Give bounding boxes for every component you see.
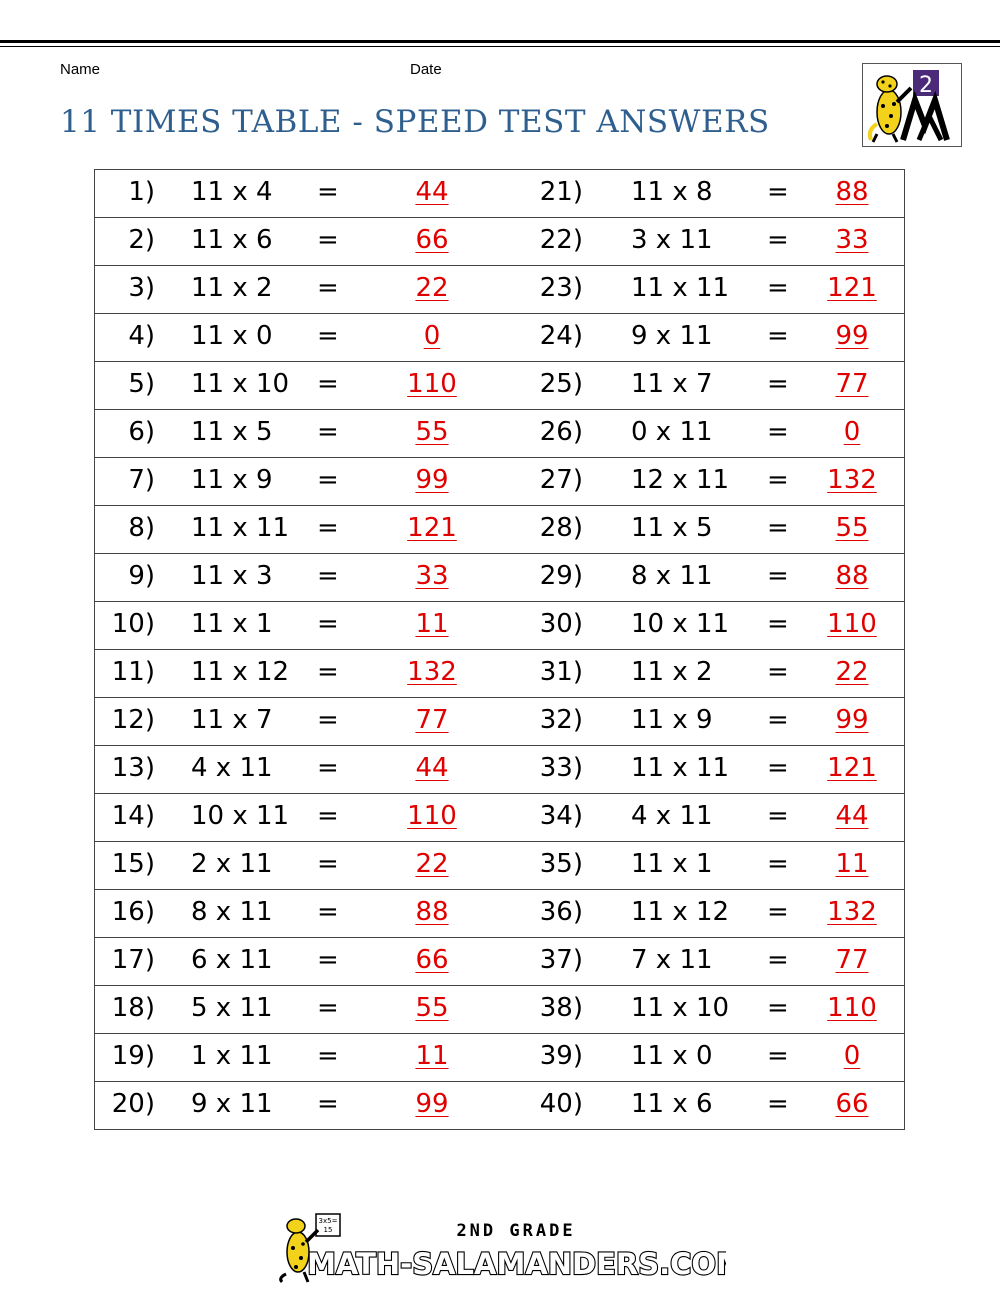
problem-question: 11 x 9 <box>631 705 713 735</box>
problem-number: 20) <box>111 1089 155 1119</box>
problem-number: 18) <box>111 993 155 1023</box>
problem-question: 11 x 5 <box>631 513 713 543</box>
footer-grade-text: 2ND GRADE <box>456 1221 576 1241</box>
problem-answer: 66 <box>415 225 449 255</box>
equals-sign: = <box>317 177 339 207</box>
problem-answer: 132 <box>407 657 457 687</box>
problem-answer: 55 <box>415 417 449 447</box>
table-row <box>95 602 904 650</box>
equals-sign: = <box>317 609 339 639</box>
problem-number: 23) <box>539 273 583 303</box>
problem-number: 25) <box>539 369 583 399</box>
problem-answer: 66 <box>835 1089 869 1119</box>
problem-answer: 77 <box>835 945 869 975</box>
sign-text-bottom: 15 <box>323 1226 333 1234</box>
problem-answer: 99 <box>415 465 449 495</box>
problem-number: 36) <box>539 897 583 927</box>
problem-answer: 110 <box>827 993 877 1023</box>
table-row <box>95 890 904 938</box>
problem-number: 13) <box>111 753 155 783</box>
problem-question: 11 x 6 <box>631 1089 713 1119</box>
problem-question: 11 x 0 <box>631 1041 713 1071</box>
problem-answer: 33 <box>415 561 449 591</box>
problem-question: 11 x 7 <box>631 369 713 399</box>
equals-sign: = <box>317 657 339 687</box>
problem-question: 0 x 11 <box>631 417 713 447</box>
table-row <box>95 266 904 314</box>
problem-question: 4 x 11 <box>191 753 273 783</box>
equals-sign: = <box>767 369 789 399</box>
problem-answer: 121 <box>827 753 877 783</box>
problem-answer: 55 <box>415 993 449 1023</box>
problem-number: 12) <box>111 705 155 735</box>
problem-question: 11 x 6 <box>191 225 273 255</box>
salamander-logo-icon <box>862 63 962 147</box>
table-row <box>95 410 904 458</box>
problem-number: 6) <box>128 417 155 447</box>
problem-number: 10) <box>111 609 155 639</box>
problem-number: 11) <box>111 657 155 687</box>
equals-sign: = <box>767 1041 789 1071</box>
problem-answer: 121 <box>407 513 457 543</box>
problem-question: 11 x 11 <box>191 513 290 543</box>
table-row <box>95 938 904 986</box>
problem-question: 7 x 11 <box>631 945 713 975</box>
problem-number: 28) <box>539 513 583 543</box>
footer-site-text: MATH-SALAMANDERS.COM <box>307 1247 726 1281</box>
problem-number: 35) <box>539 849 583 879</box>
equals-sign: = <box>767 561 789 591</box>
footer-logo <box>276 1212 726 1284</box>
name-label: Name <box>60 61 101 78</box>
table-row <box>95 842 904 890</box>
problem-answer: 11 <box>415 1041 449 1071</box>
problem-number: 27) <box>539 465 583 495</box>
problem-question: 11 x 4 <box>191 177 273 207</box>
problem-question: 11 x 10 <box>191 369 290 399</box>
problem-number: 8) <box>128 513 155 543</box>
equals-sign: = <box>317 705 339 735</box>
problem-answer: 22 <box>415 273 449 303</box>
problem-question: 12 x 11 <box>631 465 730 495</box>
problem-question: 11 x 10 <box>631 993 730 1023</box>
equals-sign: = <box>767 801 789 831</box>
equals-sign: = <box>317 993 339 1023</box>
problem-answer: 132 <box>827 465 877 495</box>
problem-question: 11 x 2 <box>191 273 273 303</box>
problem-answer: 0 <box>843 417 861 447</box>
problem-answer: 99 <box>415 1089 449 1119</box>
page-title: 11 TIMES TABLE - SPEED TEST ANSWERS <box>60 104 770 140</box>
problem-question: 11 x 12 <box>631 897 730 927</box>
problem-number: 15) <box>111 849 155 879</box>
problem-number: 2) <box>128 225 155 255</box>
table-row <box>95 506 904 554</box>
problem-number: 16) <box>111 897 155 927</box>
problem-number: 3) <box>128 273 155 303</box>
problem-question: 11 x 2 <box>631 657 713 687</box>
sign-text-top: 3x5= <box>318 1217 338 1225</box>
equals-sign: = <box>317 849 339 879</box>
table-row <box>95 218 904 266</box>
problem-answer: 99 <box>835 705 869 735</box>
equals-sign: = <box>317 1041 339 1071</box>
problem-number: 34) <box>539 801 583 831</box>
problem-number: 38) <box>539 993 583 1023</box>
top-rule <box>0 40 1000 43</box>
table-row <box>95 554 904 602</box>
problem-answer: 88 <box>835 561 869 591</box>
table-row <box>95 170 904 218</box>
problem-number: 40) <box>539 1089 583 1119</box>
problem-number: 9) <box>128 561 155 591</box>
equals-sign: = <box>317 465 339 495</box>
problem-question: 8 x 11 <box>191 897 273 927</box>
problem-answer: 44 <box>415 753 449 783</box>
problem-question: 5 x 11 <box>191 993 273 1023</box>
problem-number: 17) <box>111 945 155 975</box>
problem-question: 11 x 11 <box>631 273 730 303</box>
problem-question: 11 x 3 <box>191 561 273 591</box>
grade-number: 2 <box>919 73 933 98</box>
table-row <box>95 362 904 410</box>
equals-sign: = <box>767 657 789 687</box>
problem-question: 10 x 11 <box>631 609 730 639</box>
table-row <box>95 314 904 362</box>
problem-number: 30) <box>539 609 583 639</box>
equals-sign: = <box>767 945 789 975</box>
problem-answer: 0 <box>843 1041 861 1071</box>
problem-answer: 44 <box>835 801 869 831</box>
problem-question: 2 x 11 <box>191 849 273 879</box>
equals-sign: = <box>317 273 339 303</box>
problem-question: 11 x 1 <box>631 849 713 879</box>
problem-question: 11 x 9 <box>191 465 273 495</box>
problem-number: 29) <box>539 561 583 591</box>
equals-sign: = <box>317 753 339 783</box>
problem-question: 3 x 11 <box>631 225 713 255</box>
table-row <box>95 1034 904 1082</box>
problem-question: 10 x 11 <box>191 801 290 831</box>
problem-answer: 11 <box>835 849 869 879</box>
table-row <box>95 794 904 842</box>
table-row <box>95 1082 904 1130</box>
table-row <box>95 986 904 1034</box>
equals-sign: = <box>317 801 339 831</box>
equals-sign: = <box>767 465 789 495</box>
equals-sign: = <box>317 1089 339 1119</box>
problem-answer: 33 <box>835 225 869 255</box>
top-rule-thin <box>0 46 1000 47</box>
table-row <box>95 650 904 698</box>
problem-answer: 99 <box>835 321 869 351</box>
problem-answer: 44 <box>415 177 449 207</box>
problem-question: 9 x 11 <box>631 321 713 351</box>
equals-sign: = <box>317 225 339 255</box>
equals-sign: = <box>317 897 339 927</box>
problem-question: 4 x 11 <box>631 801 713 831</box>
problem-number: 7) <box>128 465 155 495</box>
problem-answer: 110 <box>407 369 457 399</box>
equals-sign: = <box>317 417 339 447</box>
problem-answer: 22 <box>415 849 449 879</box>
equals-sign: = <box>767 897 789 927</box>
date-label: Date <box>410 61 442 78</box>
equals-sign: = <box>767 273 789 303</box>
problem-question: 11 x 11 <box>631 753 730 783</box>
table-row <box>95 698 904 746</box>
problem-answer: 66 <box>415 945 449 975</box>
problem-question: 11 x 12 <box>191 657 290 687</box>
table-row <box>95 746 904 794</box>
equals-sign: = <box>767 993 789 1023</box>
problem-answer: 11 <box>415 609 449 639</box>
equals-sign: = <box>767 1089 789 1119</box>
problem-number: 14) <box>111 801 155 831</box>
problem-answer: 110 <box>407 801 457 831</box>
problem-question: 11 x 5 <box>191 417 273 447</box>
equals-sign: = <box>767 321 789 351</box>
problem-question: 8 x 11 <box>631 561 713 591</box>
problem-number: 22) <box>539 225 583 255</box>
problem-answer: 121 <box>827 273 877 303</box>
equals-sign: = <box>317 945 339 975</box>
problem-question: 11 x 7 <box>191 705 273 735</box>
equals-sign: = <box>767 417 789 447</box>
problem-question: 11 x 0 <box>191 321 273 351</box>
problem-number: 33) <box>539 753 583 783</box>
problem-number: 4) <box>128 321 155 351</box>
problem-answer: 77 <box>835 369 869 399</box>
problem-question: 11 x 8 <box>631 177 713 207</box>
problem-answer: 0 <box>423 321 441 351</box>
equals-sign: = <box>767 225 789 255</box>
problem-question: 1 x 11 <box>191 1041 273 1071</box>
problem-answer: 22 <box>835 657 869 687</box>
equals-sign: = <box>767 849 789 879</box>
equals-sign: = <box>767 513 789 543</box>
problem-number: 39) <box>539 1041 583 1071</box>
answer-table <box>94 169 905 1130</box>
problem-answer: 88 <box>835 177 869 207</box>
equals-sign: = <box>317 561 339 591</box>
equals-sign: = <box>317 369 339 399</box>
equals-sign: = <box>317 513 339 543</box>
problem-answer: 55 <box>835 513 869 543</box>
problem-number: 26) <box>539 417 583 447</box>
problem-number: 24) <box>539 321 583 351</box>
table-row <box>95 458 904 506</box>
problem-number: 5) <box>128 369 155 399</box>
problem-question: 11 x 1 <box>191 609 273 639</box>
problem-answer: 132 <box>827 897 877 927</box>
problem-answer: 77 <box>415 705 449 735</box>
problem-question: 6 x 11 <box>191 945 273 975</box>
problem-answer: 110 <box>827 609 877 639</box>
equals-sign: = <box>767 705 789 735</box>
problem-number: 21) <box>539 177 583 207</box>
problem-number: 1) <box>128 177 155 207</box>
problem-number: 31) <box>539 657 583 687</box>
problem-answer: 88 <box>415 897 449 927</box>
equals-sign: = <box>767 177 789 207</box>
equals-sign: = <box>767 609 789 639</box>
problem-question: 9 x 11 <box>191 1089 273 1119</box>
equals-sign: = <box>317 321 339 351</box>
equals-sign: = <box>767 753 789 783</box>
problem-number: 19) <box>111 1041 155 1071</box>
problem-number: 32) <box>539 705 583 735</box>
problem-number: 37) <box>539 945 583 975</box>
